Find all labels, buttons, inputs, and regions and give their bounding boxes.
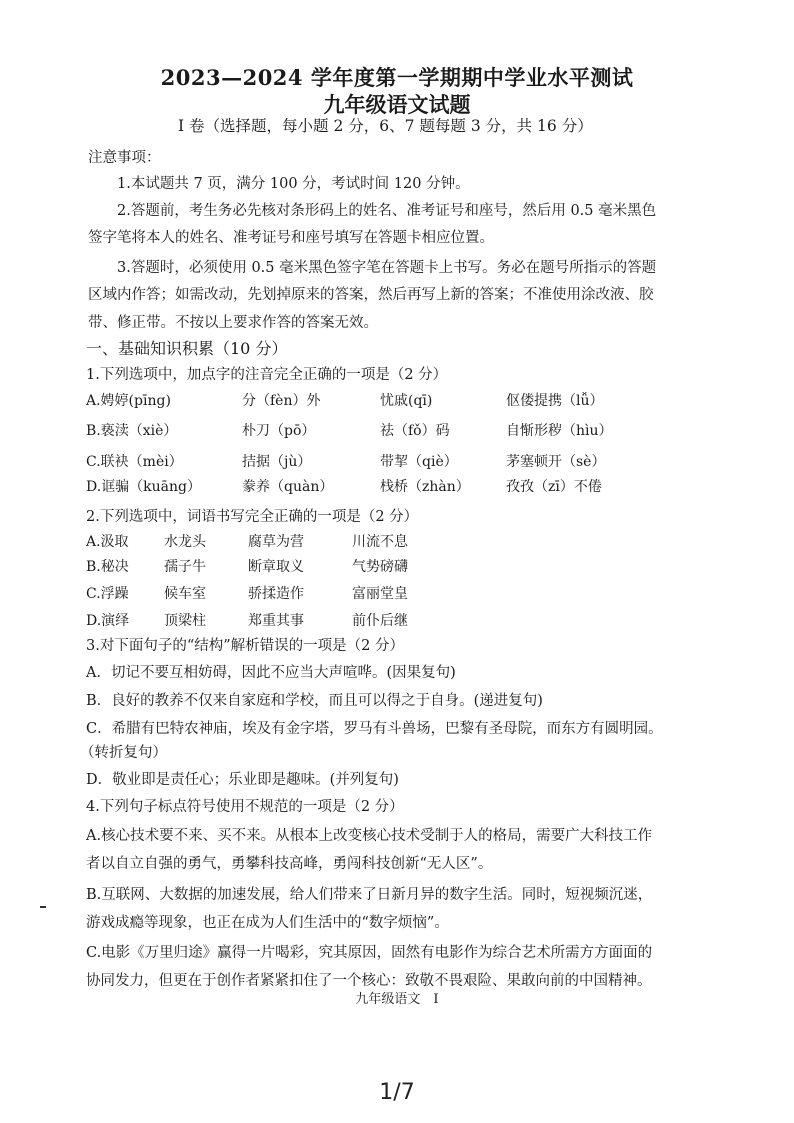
notice-line: 区域内作答；如需改动，先划掉原来的答案，然后再写上新的答案；不准使用涂改液、胶	[88, 287, 654, 303]
q4-option: A.核心技术要不来、买不来。从根本上改变核心技术受制于人的格局，需要广大科技工作	[86, 828, 653, 844]
q2-option-cell: 水龙头	[164, 534, 206, 550]
q2-option-cell: 郑重其事	[248, 613, 304, 629]
q2-option-cell: D.演绎	[86, 613, 130, 629]
q2-stem: 2.下列选项中，词语书写完全正确的一项是（2 分）	[86, 509, 419, 525]
q2-option-cell: 断章取义	[248, 559, 304, 575]
q3-option-cont: （转折复句）	[80, 745, 167, 761]
q2-option-cell: B.秘决	[86, 559, 129, 575]
q1-option-cell: 祛（fǒ）码	[380, 423, 450, 439]
q4-option-cont: 协同发力，但更在于创作者紧紧扣住了一个核心：致敬不畏艰险、果敢向前的中国精神。	[86, 973, 652, 989]
q1-option-cell: 带挈（qiè）	[380, 454, 458, 470]
q1-option-cell: 茅塞顿开（sè）	[506, 454, 606, 470]
q1-option-cell: C.联袂（mèi）	[86, 454, 183, 470]
q2-option-cell: 候车室	[164, 586, 206, 602]
q3-option: D．敬业即是责任心；乐业即是趣味。(并列复句)	[86, 772, 399, 788]
page-footer: 九年级语文 I	[355, 992, 439, 1007]
q1-option-cell: 自惭形秽（hìu）	[506, 423, 613, 439]
notice-line: 1.本试题共 7 页，满分 100 分，考试时间 120 分钟。	[117, 176, 470, 192]
q1-stem: 1.下列选项中，加点字的注音完全正确的一项是（2 分）	[86, 367, 448, 383]
part1-heading: 一、基础知识积累（10 分）	[86, 339, 288, 358]
q1-option-cell: 忧戚(qī)	[380, 393, 433, 409]
exam-title: 2023—2024 学年度第一学期期中学业水平测试	[160, 65, 634, 90]
q4-option: C.电影《万里归途》赢得一片喝彩，究其原因，固然有电影作为综合艺术所需方方面面的	[86, 945, 653, 961]
page-indicator: 1/7	[379, 1080, 415, 1105]
q2-option-cell: 孺子牛	[164, 559, 206, 575]
q1-option-cell: 朴刀（pō）	[242, 423, 316, 439]
exam-subtitle: 九年级语文试题	[323, 92, 471, 117]
q1-option-cell: 伛偻提携（lǚ）	[506, 393, 604, 409]
q2-option-cell: 前仆后继	[352, 613, 408, 629]
q1-option-cell: 孜孜（zī）不倦	[506, 479, 602, 495]
q1-option-cell: 栈桥（zhàn）	[380, 479, 470, 495]
notice-line: 3.答题时，必须使用 0.5 毫米黑色签字笔在答题卡上书写。务必在题号所指示的答题	[117, 260, 657, 276]
notice-line: 签字笔将本人的姓名、准考证号和座号填写在答题卡相应位置。	[88, 230, 494, 246]
q3-option: B．良好的教养不仅来自家庭和学校，而且可以得之于自身。(递进复句)	[86, 693, 543, 709]
section-note: I 卷（选择题，每小题 2 分，6、7 题每题 3 分，共 16 分）	[178, 117, 593, 135]
q2-option-cell: 气势磅礴	[352, 559, 408, 575]
notice-line: 2.答题前，考生务必先核对条形码上的姓名、准考证号和座号，然后用 0.5 毫米黑色	[117, 203, 657, 219]
q2-option-cell: C.浮躁	[86, 586, 129, 602]
margin-dash	[40, 906, 46, 908]
notice-heading: 注意事项：	[88, 150, 161, 166]
q3-stem: 3.对下面句子的“结构”解析错误的一项是（2 分）	[86, 638, 404, 654]
q4-option-cont: 者以自立自强的勇气，勇攀科技高峰，勇闯科技创新“无人区”。	[86, 856, 493, 872]
q1-option-cell: 分（fèn）外	[242, 393, 321, 409]
q3-option: C．希腊有巴特农神庙，埃及有金字塔，罗马有斗兽场，巴黎有圣母院，而东方有圆明园。	[86, 721, 663, 737]
q2-option-cell: 顶梁柱	[164, 613, 206, 629]
q2-option-cell: 川流不息	[352, 534, 408, 550]
q1-option-cell: A.娉婷(pīng)	[86, 393, 171, 409]
q1-option-cell: D.诓骗（kuāng）	[86, 479, 202, 495]
q2-option-cell: 骄揉造作	[248, 586, 304, 602]
q3-option: A．切记不要互相妨碍，因此不应当大声喧哗。(因果复句)	[86, 665, 456, 681]
q2-option-cell: 富丽堂皇	[352, 586, 408, 602]
q2-option-cell: A.汲取	[86, 534, 129, 550]
q1-option-cell: 拮据（jù）	[242, 454, 312, 470]
q4-option: B.互联网、大数据的加速发展，给人们带来了日新月异的数字生活。同时，短视频沉迷，	[86, 887, 653, 903]
q2-option-cell: 腐草为营	[248, 534, 304, 550]
q4-stem: 4.下列句子标点符号使用不规范的一项是（2 分）	[86, 799, 404, 815]
q1-option-cell: B.亵渎（xiè）	[86, 423, 178, 439]
q4-option-cont: 游戏成瘾等现象，也正在成为人们生活中的“数字烦恼”。	[86, 915, 449, 931]
q1-option-cell: 豢养（quàn）	[242, 479, 334, 495]
notice-line: 带、修正带。不按以上要求作答的答案无效。	[88, 315, 378, 331]
